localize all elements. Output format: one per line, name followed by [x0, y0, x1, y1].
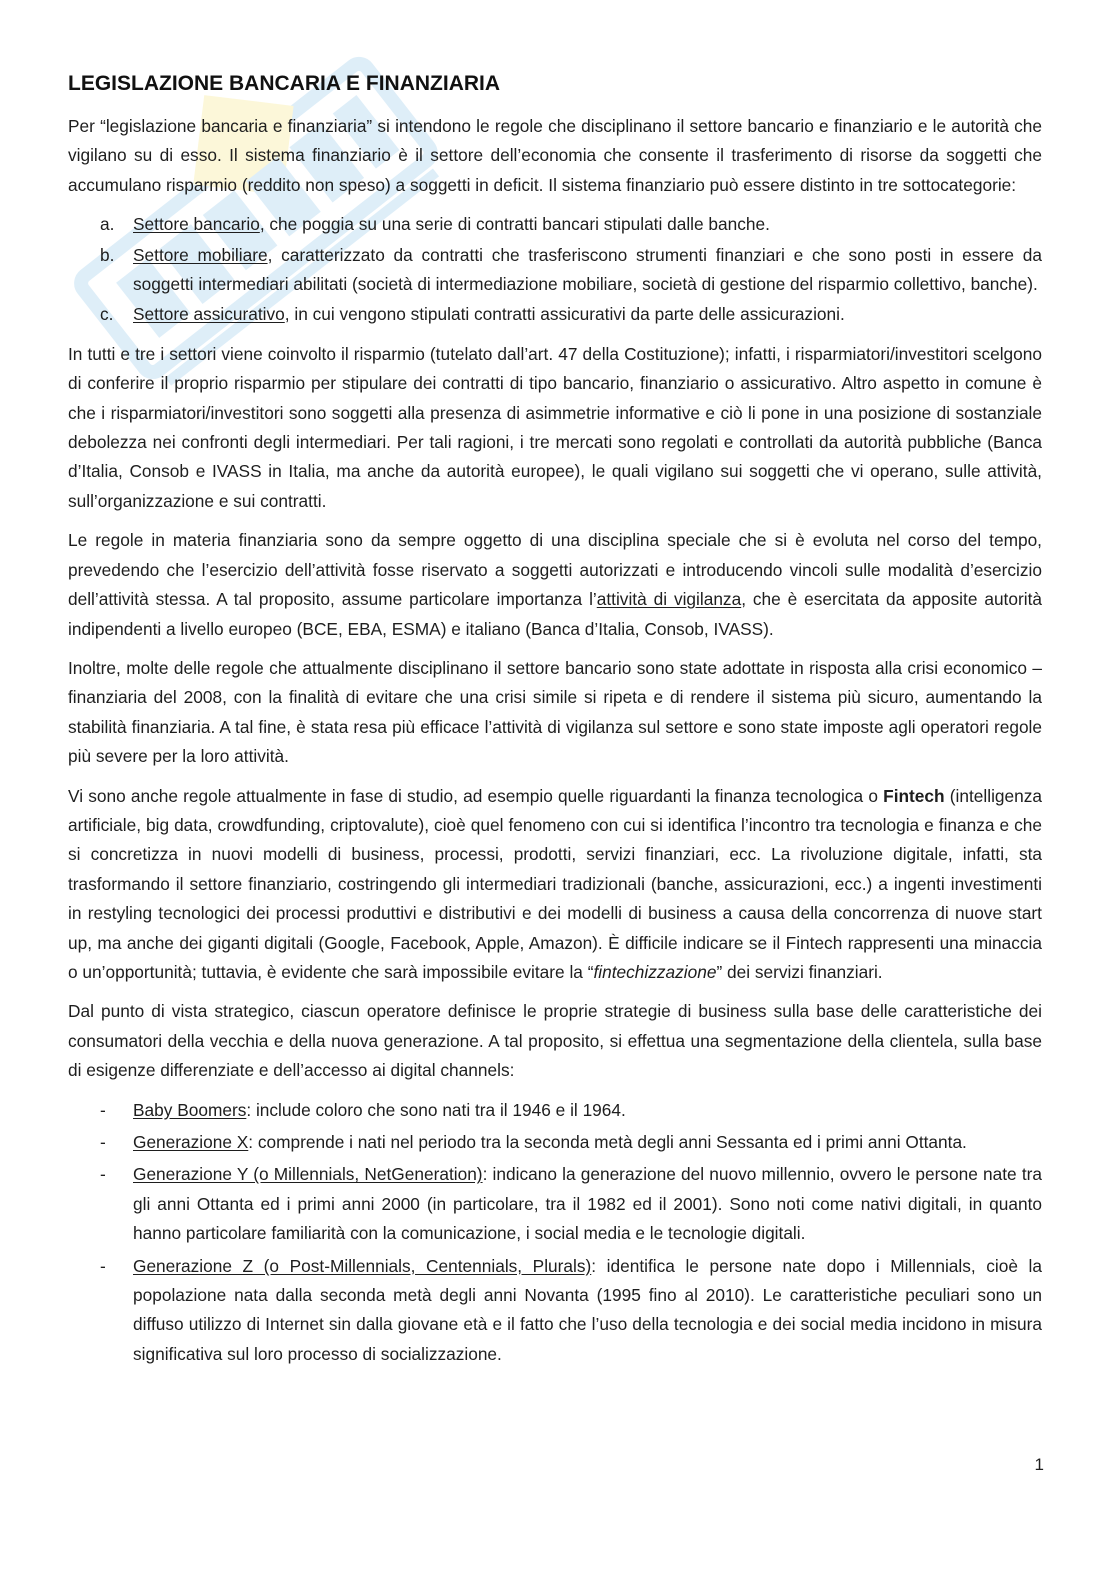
sectors-list: [68, 210, 1042, 330]
list-item: [68, 1128, 1042, 1157]
sector-term: Settore mobiliare: [133, 244, 268, 265]
list-marker: -: [100, 1164, 106, 1185]
text-run: Vi sono anche regole attualmente in fase di studio, ad esempio quelle riguardanti la finanza tecnologica o: [68, 785, 884, 806]
list-marker: -: [100, 1099, 106, 1120]
generation-term: Generazione X: [133, 1132, 249, 1152]
savings-paragraph: In tutti e tre i settori viene coinvolto il risparmio (tutelato dall’art. 47 della Costituzione); infatti, i risparmiatori/investitori scelgono di conferire il proprio risparmio per stipulare dei contratti di tipo bancario, finanziario o assicurativo. Altro aspetto in comune è che i risparmiatori/investitori sono soggetti alla presenza di asimmetrie informative e ciò li pone in una posizione di sostanziale debolezza nei confronti degli intermediari. Per tali ragioni, i tre mercati sono regolati e controllati da autorità pubbliche (Banca d’Italia, Consob e IVASS in Italia, ma anche da autorità europee), le quali vigilano sui soggetti che vi operano, sulle attività, sull’organizzazione e sui contratti.: [68, 343, 1042, 511]
list-item: [68, 1096, 1042, 1125]
generation-text: : include coloro che sono nati tra il 1946 e il 1964.: [246, 1099, 626, 1120]
list-marker: b.: [100, 244, 115, 265]
crisis-paragraph: Inoltre, molte delle regole che attualmente disciplinano il settore bancario sono state adottate in risposta alla crisi economico – finanziaria del 2008, con la finalità di evitare che una crisi simile si ripeta e di rendere il sistema più sicuro, aumentando la stabilità finanziaria. A tal fine, è stata resa più efficace l’attività di vigilanza sul settore e sono state imposte agli operatori regole più severe per la loro attività.: [68, 657, 1042, 767]
sector-text: , in cui vengono stipulati contratti assicurativi da parte delle assicurazioni.: [284, 304, 845, 325]
text-run: Le regole in materia finanziaria sono da sempre oggetto di una disciplina speciale che si è evoluta nel corso del tempo, prevedendo che l’esercizio dell’attività fosse riservato a soggetti autorizzati e introducendo vincoli sulle modalità d’esercizio dell’attività stessa. A tal proposito, assume particolare importanza l’: [68, 530, 1042, 610]
generation-text: : identifica le persone nate dopo i Millennials, cioè la popolazione nata dalla seconda metà degli anni Novanta (1995 fino al 2010). Le caratteristiche peculiari sono un diffuso utilizzo di Internet sin dalla giovane età e il fatto che l’uso della tecnologia e dei social media incidono in misura significativa sul loro processo di socializzazione.: [133, 1255, 1042, 1364]
generation-term: Generazione Y (o Millennials, NetGeneration): [133, 1164, 483, 1185]
generation-text: : comprende i nati nel periodo tra la seconda metà degli anni Sessanta ed i primi anni Ottanta.: [248, 1132, 967, 1152]
text-run: ” dei servizi finanziari.: [716, 961, 883, 982]
text-run: (intelligenza artificiale, big data, crowdfunding, criptovalute), cioè quel fenomeno con cui si identifica l’incontro tra tecnologia e finanza e che si concretizza in nuovi modelli di business, processi, prodotti, servizi finanziari, ecc. La rivoluzione digitale, infatti, sta trasformando il settore finanziario, costringendo gli intermediari tradizionali (banche, assicurazioni, ecc.) a ingenti investimenti in restyling tecnologici dei processi produttivi e distributivi e dei modelli di business a causa della concorrenza di nuove start up, ma anche dei giganti digitali (Google, Facebook, Apple, Amazon). È difficile indicare se il Fintech rappresenti una minaccia o un’opportunità; tuttavia, è evidente che sarà impossibile evitare la “: [68, 785, 1042, 982]
supervision-term: attività di vigilanza: [596, 589, 742, 610]
sector-term: Settore assicurativo: [133, 304, 285, 325]
sector-term: Settore bancario: [133, 214, 260, 235]
list-item: [68, 300, 1042, 329]
sector-text: , che poggia su una serie di contratti bancari stipulati dalle banche.: [259, 214, 770, 235]
list-item: [68, 1160, 1042, 1248]
generations-list: [68, 1096, 1042, 1370]
list-item: [68, 1252, 1042, 1370]
strategy-paragraph: Dal punto di vista strategico, ciascun operatore definisce le proprie strategie di business sulla base delle caratteristiche dei consumatori della vecchia e della nuova generazione. A tal proposito, si effettua una segmentazione della clientela, sulla base di esigenze differenziate e dell’accesso ai digital channels:: [68, 1001, 1042, 1081]
list-item: [68, 210, 1042, 239]
sector-text: , caratterizzato da contratti che trasferiscono strumenti finanziari e che sono posti in essere da soggetti intermediari abilitati (società di intermediazione mobiliare, società di gestione del risparmio collettivo, banche).: [133, 244, 1042, 295]
list-marker: -: [100, 1132, 106, 1152]
list-item: [68, 241, 1042, 300]
list-marker: -: [100, 1255, 106, 1276]
page-number: 1: [1034, 1455, 1044, 1474]
document-page: [68, 70, 1042, 1379]
text-run: , che è esercitata da apposite autorità indipendenti a livello europeo (BCE, EBA, ESMA) e italiano (Banca d’Italia, Consob, IVASS).: [68, 589, 1042, 639]
list-marker: c.: [100, 304, 114, 325]
supervision-paragraph: [68, 526, 1042, 644]
document-title: LEGISLAZIONE BANCARIA E FINANZIARIA: [68, 72, 501, 95]
intro-paragraph: Per “legislazione bancaria e finanziaria” si intendono le regole che disciplinano il settore bancario e finanziario e le autorità che vigilano su di esso. Il sistema finanziario è il settore dell’economia che consente il trasferimento di risorse da soggetti che accumulano risparmio (reddito non speso) a soggetti in deficit. Il sistema finanziario può essere distinto in tre sottocategorie:: [68, 116, 1042, 195]
generation-term: Generazione Z (o Post-Millennials, Centennials, Plurals): [133, 1255, 592, 1276]
fintech-term: Fintech: [883, 785, 945, 806]
list-marker: a.: [100, 214, 115, 235]
generation-term: Baby Boomers: [133, 1099, 247, 1120]
generation-text: : indicano la generazione del nuovo millennio, ovvero le persone nate tra gli anni Ottanta ed i primi anni 2000 (in particolare, tra il 1982 ed il 2001). Sono noti come nativi digitali, in quanto hanno particolare familiarità con la comunicazione, i social media e le tecnologie digitali.: [133, 1164, 1043, 1244]
fintechizzazione-term: fintechizzazione: [593, 961, 717, 982]
fintech-paragraph: [68, 782, 1042, 988]
